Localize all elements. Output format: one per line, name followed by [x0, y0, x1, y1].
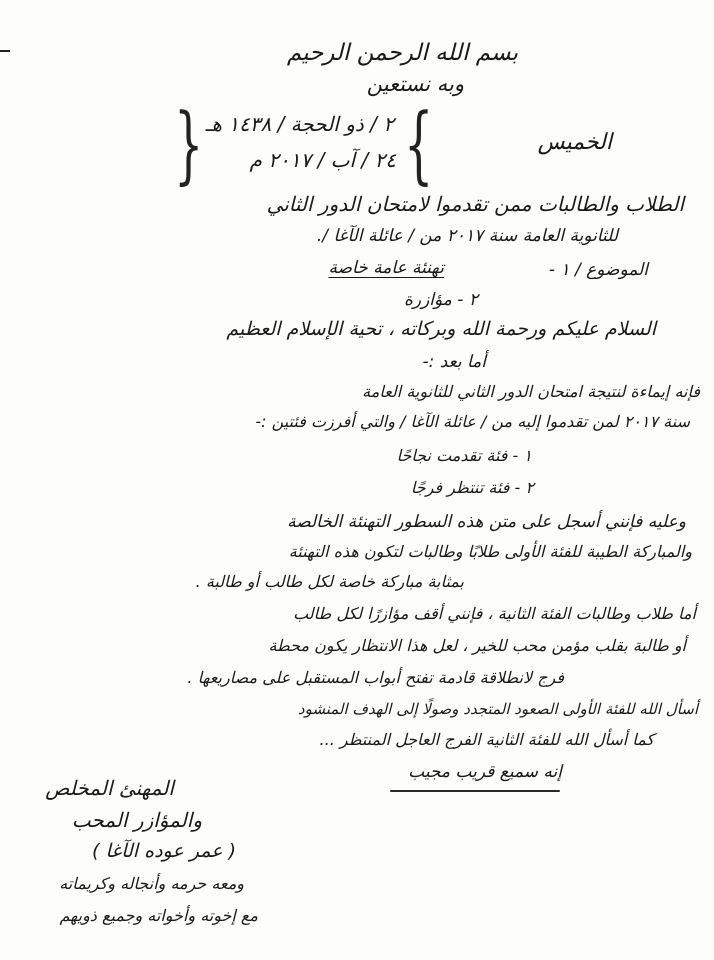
body-paragraph-3-line-1: أما طلاب وطالبات الفئة الثانية ، فإنني أقف مؤازرًا لكل طالب [293, 604, 696, 623]
signature-line-1: المهنئ المخلص [45, 776, 174, 800]
subject-item-1: تهنئة عامة خاصة [328, 258, 444, 278]
closing-underline [390, 790, 560, 792]
signature-name: ( عمر عوده الآغا ) [92, 840, 236, 862]
wabihi-nastaeen: وبه نستعين [366, 72, 464, 96]
signature-line-5: مع إخوته وأخواته وجميع ذويهم [59, 906, 258, 925]
category-2: ٢ - فئة تنتظر فرجًا [410, 478, 534, 497]
addressee-line-2: للثانوية العامة سنة ٢٠١٧ من / عائلة الآغا /. [316, 226, 618, 246]
category-1: ١ - فئة تقدمت نجاحًا [396, 446, 532, 465]
body-paragraph-3-line-2: أو طالبة بقلب مؤمن محب للخير ، لعل هذا الانتظار يكون محطة [268, 636, 686, 655]
amma-baad: أما بعد :- [422, 352, 486, 372]
body-paragraph-2-line-2: والمباركة الطيبة للفئة الأولى طلابًا وطالبات لتكون هذه التهنئة [288, 542, 692, 561]
date-hijri: ٢ / ذو الحجة / ١٤٣٨ هـ [205, 112, 394, 136]
right-brace: { [404, 95, 434, 193]
day-of-week: الخميس [537, 130, 612, 155]
basmala: بسم الله الرحمن الرحيم [286, 40, 518, 66]
body-paragraph-2-line-3: بمثابة مباركة خاصة لكل طالب أو طالبة . [195, 572, 464, 591]
date-gregorian: ٢٤ / آب / ٢٠١٧ م [249, 148, 396, 172]
margin-mark [0, 50, 10, 52]
addressee-line-1: الطلاب والطالبات ممن تقدموا لامتحان الدور الثاني [266, 192, 684, 216]
subject-item-2: ٢ - مؤازرة [403, 290, 478, 310]
closing-line: إنه سميع قريب مجيب [408, 762, 562, 782]
body-paragraph-3-line-3: فرج لانطلاقة قادمة تفتح أبواب المستقبل على مصاريعها . [187, 668, 564, 687]
salam-greeting: السلام عليكم ورحمة الله وبركاته ، تحية الإسلام العظيم [226, 318, 656, 340]
body-paragraph-2-line-1: وعليه فإنني أسجل على متن هذه السطور التهنئة الخالصة [287, 512, 686, 532]
body-paragraph-1-line-1: فإنه إيماءة لنتيجة امتحان الدور الثاني للثانوية العامة [362, 382, 700, 401]
signature-line-2: والمؤازر المحب [71, 808, 202, 832]
signature-line-4: ومعه حرمه وأنجاله وكريماته [59, 874, 244, 893]
dua-line-2: كما أسأل الله للفئة الثانية الفرج العاجل المنتظر ... [319, 730, 654, 749]
dua-line-1: أسأل الله للفئة الأولى الصعود المتجدد وصولًا إلى الهدف المنشود [297, 700, 698, 718]
subject-label: الموضوع / ١ - [548, 260, 648, 280]
body-paragraph-1-line-2: سنة ٢٠١٧ لمن تقدموا إليه من / عائلة الآغا / والتي أفرزت فئتين :- [255, 412, 690, 431]
left-brace: } [174, 95, 204, 193]
